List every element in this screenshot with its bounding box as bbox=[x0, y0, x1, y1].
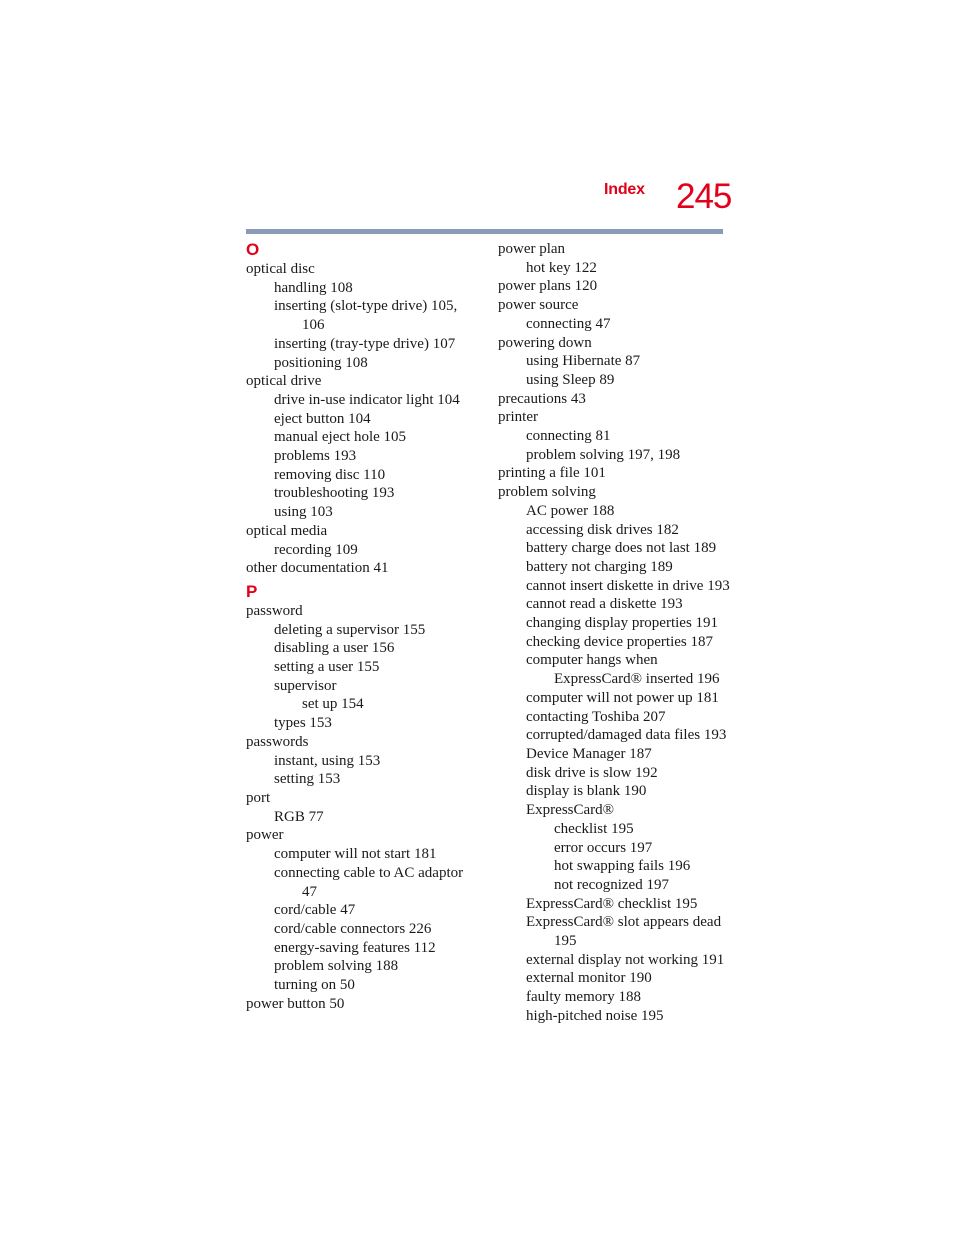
index-subentry: 47 bbox=[302, 883, 317, 900]
page-number: 245 bbox=[676, 177, 732, 216]
index-subentry: removing disc 110 bbox=[274, 466, 386, 483]
index-column-left bbox=[246, 240, 486, 1013]
index-subentry: ExpressCard® inserted 196 bbox=[554, 671, 720, 688]
index-subentry: instant, using 153 bbox=[274, 752, 381, 769]
index-subentry: eject button 104 bbox=[274, 410, 371, 427]
index-entry: power bbox=[246, 827, 284, 844]
index-subentry: changing display properties 191 bbox=[526, 615, 719, 632]
index-subentry: computer hangs when bbox=[526, 652, 658, 669]
index-subentry: using Hibernate 87 bbox=[526, 353, 641, 370]
index-subentry: high-pitched noise 195 bbox=[526, 1007, 664, 1024]
index-subentry: display is blank 190 bbox=[526, 783, 647, 800]
index-entry: other documentation 41 bbox=[246, 560, 389, 577]
index-section-letter: P bbox=[246, 581, 258, 601]
index-subentry: setting 153 bbox=[274, 771, 341, 788]
index-subentry: checklist 195 bbox=[554, 820, 634, 837]
index-subentry: external display not working 191 bbox=[526, 951, 725, 968]
index-subentry: drive in-use indicator light 104 bbox=[274, 391, 460, 408]
index-subentry: connecting 47 bbox=[526, 315, 611, 332]
index-subentry: checking device properties 187 bbox=[526, 633, 714, 650]
index-entry: power button 50 bbox=[246, 995, 345, 1012]
index-subentry: hot swapping fails 196 bbox=[554, 858, 691, 875]
index-subentry: disabling a user 156 bbox=[274, 640, 395, 657]
index-subentry: using 103 bbox=[274, 504, 333, 521]
index-subentry: corrupted/damaged data files 193 bbox=[526, 727, 727, 744]
index-entry: powering down bbox=[498, 334, 592, 351]
index-entry: printing a file 101 bbox=[498, 465, 606, 482]
index-subentry: external monitor 190 bbox=[526, 970, 652, 987]
index-subentry: cannot insert diskette in drive 193 bbox=[526, 577, 730, 594]
index-subentry: types 153 bbox=[274, 715, 332, 732]
index-subentry: supervisor bbox=[274, 677, 337, 694]
index-entry: power source bbox=[498, 297, 579, 314]
index-subentry: troubleshooting 193 bbox=[274, 485, 395, 502]
index-entry: problem solving bbox=[498, 484, 596, 501]
index-subentry: inserting (tray-type drive) 107 bbox=[274, 335, 456, 352]
index-subentry: ExpressCard® slot appears dead bbox=[526, 914, 722, 931]
index-subentry: problem solving 197, 198 bbox=[526, 446, 681, 463]
index-subentry: setting a user 155 bbox=[274, 659, 380, 676]
index-subentry: ExpressCard® bbox=[526, 802, 615, 819]
index-subentry: turning on 50 bbox=[274, 977, 355, 994]
index-subentry: connecting cable to AC adaptor bbox=[274, 864, 464, 881]
index-subentry: error occurs 197 bbox=[554, 839, 653, 856]
index-subentry: faulty memory 188 bbox=[526, 989, 641, 1006]
index-entry: passwords bbox=[246, 733, 309, 750]
index-subentry: disk drive is slow 192 bbox=[526, 764, 658, 781]
index-subentry: positioning 108 bbox=[274, 354, 368, 371]
index-subentry: manual eject hole 105 bbox=[274, 429, 407, 446]
index-subentry: handling 108 bbox=[274, 279, 353, 296]
index-subentry: computer will not power up 181 bbox=[526, 689, 719, 706]
index-subentry: problems 193 bbox=[274, 448, 357, 465]
index-subentry: battery charge does not last 189 bbox=[526, 540, 717, 557]
index-subentry: cannot read a diskette 193 bbox=[526, 596, 683, 613]
index-subentry: AC power 188 bbox=[526, 502, 615, 519]
index-subentry: cord/cable 47 bbox=[274, 902, 356, 919]
index-section-letter: O bbox=[246, 240, 260, 259]
index-subentry: 195 bbox=[554, 933, 577, 950]
index-entry: power plans 120 bbox=[498, 278, 598, 295]
header-rule bbox=[246, 229, 723, 234]
index-subentry: ExpressCard® checklist 195 bbox=[526, 895, 698, 912]
index-entry: printer bbox=[498, 409, 538, 426]
index-subentry: 106 bbox=[302, 317, 325, 334]
index-entry: port bbox=[246, 789, 271, 806]
index-entry: password bbox=[246, 602, 303, 619]
index-subentry: inserting (slot-type drive) 105, bbox=[274, 298, 458, 315]
index-subentry: deleting a supervisor 155 bbox=[274, 621, 426, 638]
index-subentry: computer will not start 181 bbox=[274, 846, 437, 863]
index-column-right bbox=[498, 240, 738, 1026]
index-entry: optical drive bbox=[246, 373, 322, 390]
index-subentry: energy-saving features 112 bbox=[274, 939, 436, 956]
index-subentry: battery not charging 189 bbox=[526, 558, 673, 575]
index-subentry: contacting Toshiba 207 bbox=[526, 708, 666, 725]
index-entry: optical media bbox=[246, 522, 328, 539]
index-subentry: accessing disk drives 182 bbox=[526, 521, 679, 538]
index-entry: power plan bbox=[498, 241, 566, 257]
index-subentry: not recognized 197 bbox=[554, 876, 669, 893]
index-subentry: set up 154 bbox=[302, 696, 364, 713]
index-subentry: Device Manager 187 bbox=[526, 745, 652, 762]
index-subentry: recording 109 bbox=[274, 541, 358, 558]
index-subentry: using Sleep 89 bbox=[526, 371, 615, 388]
index-subentry: problem solving 188 bbox=[274, 958, 399, 975]
section-label: Index bbox=[604, 181, 645, 198]
index-subentry: cord/cable connectors 226 bbox=[274, 920, 432, 937]
index-entry: optical disc bbox=[246, 261, 315, 277]
index-subentry: hot key 122 bbox=[526, 259, 597, 276]
index-entry: precautions 43 bbox=[498, 390, 586, 407]
index-subentry: RGB 77 bbox=[274, 808, 324, 825]
index-subentry: connecting 81 bbox=[526, 428, 611, 445]
